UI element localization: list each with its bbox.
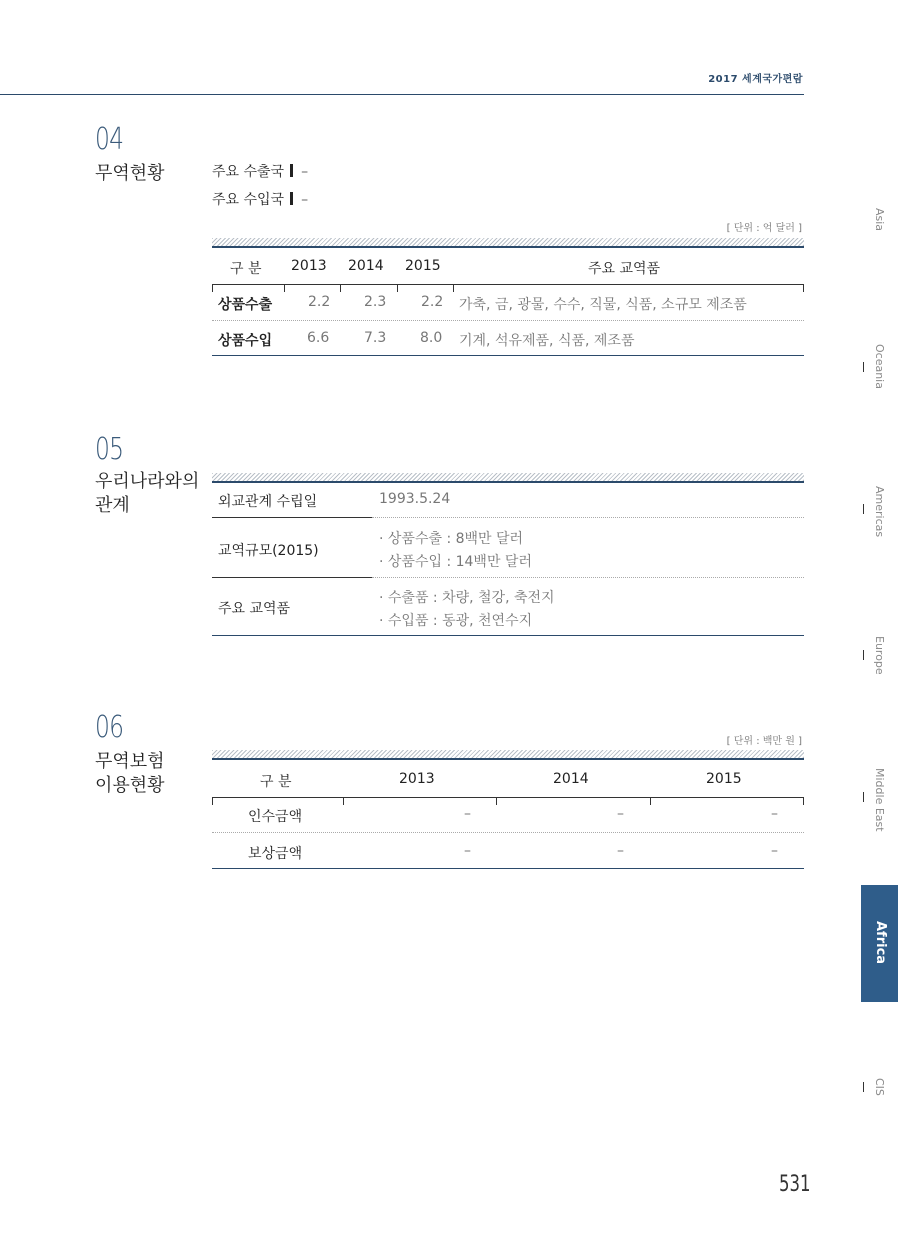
main-export-value: – xyxy=(301,164,309,180)
column-tick xyxy=(397,284,398,292)
row-divider xyxy=(372,577,804,578)
insurance-header-category: 구 분 xyxy=(260,774,292,790)
header-rule xyxy=(0,94,804,95)
column-tick xyxy=(284,284,285,292)
side-tab-africa-label: Africa xyxy=(873,921,888,965)
insurance-header-2014: 2014 xyxy=(553,771,589,787)
trade-row-export-2014: 2.3 xyxy=(364,294,387,310)
main-import-value: – xyxy=(301,192,309,208)
relations-row-trade-volume-label: 교역규모(2015) xyxy=(218,543,319,559)
main-import-label: 주요 수입국 xyxy=(212,192,285,208)
section-06-title-line1: 무역보험 xyxy=(95,751,165,772)
trade-row-import-label: 상품수입 xyxy=(218,333,273,349)
side-tab-oceania-label: Oceania xyxy=(873,344,886,389)
side-tab-oceania[interactable] xyxy=(861,340,898,400)
relations-row-trade-items-label: 주요 교역품 xyxy=(218,601,291,617)
relations-top-rule xyxy=(212,481,804,483)
relations-row-trade-items-line1: · 수출품 : 차량, 철강, 축전지 xyxy=(379,590,555,606)
main-export-label: 주요 수출국 xyxy=(212,164,285,180)
running-header-title: 2017 세계국가편람 xyxy=(708,74,803,85)
section-05-title-line1: 우리나라와의 xyxy=(95,471,200,492)
side-tab-middle-east-label: Middle East xyxy=(873,768,886,832)
trade-table-header-category: 구 분 xyxy=(230,261,262,277)
trade-table-header-2015: 2015 xyxy=(405,258,441,274)
label-divider xyxy=(212,577,372,578)
table-top-hatch xyxy=(212,238,804,246)
insurance-row-underwriting-label: 인수금액 xyxy=(248,809,303,825)
trade-row-import-2013: 6.6 xyxy=(307,330,330,346)
section-05-number: 05 xyxy=(95,432,124,467)
column-tick xyxy=(343,797,344,805)
trade-table-bottom-rule xyxy=(212,355,804,356)
relations-bottom-rule xyxy=(212,635,804,636)
side-tab-africa-active[interactable] xyxy=(861,885,898,1002)
insurance-header-2015: 2015 xyxy=(706,771,742,787)
insurance-header-rule xyxy=(212,797,804,798)
main-import-country-row xyxy=(212,189,308,209)
side-tab-cis-label: CIS xyxy=(873,1078,886,1096)
trade-table-header-items: 주요 교역품 xyxy=(588,261,661,277)
side-tab-europe[interactable] xyxy=(861,632,898,682)
tab-marker xyxy=(863,792,864,802)
insurance-row-claims-2013: – xyxy=(464,843,471,859)
side-tab-americas-label: Americas xyxy=(873,486,886,538)
trade-table-header-2013: 2013 xyxy=(291,258,327,274)
section-06-title-line2: 이용현황 xyxy=(95,775,165,796)
relations-row-trade-items-line2: · 수입품 : 동광, 천연수지 xyxy=(379,613,533,629)
section-04-number: 04 xyxy=(95,122,124,157)
section-04-title: 무역현황 xyxy=(95,163,165,184)
column-tick xyxy=(650,797,651,805)
trade-row-import-2015: 8.0 xyxy=(420,330,443,346)
trade-row-export-label: 상품수출 xyxy=(218,297,273,313)
trade-row-import-2014: 7.3 xyxy=(364,330,387,346)
label-divider xyxy=(212,517,372,518)
column-tick xyxy=(212,797,213,805)
trade-row-export-2015: 2.2 xyxy=(421,294,444,310)
column-tick xyxy=(496,797,497,805)
insurance-row-claims-label: 보상금액 xyxy=(248,846,303,862)
insurance-top-rule xyxy=(212,758,804,760)
insurance-row-underwriting-2014: – xyxy=(617,806,624,822)
column-tick xyxy=(340,284,341,292)
page-number: 531 xyxy=(779,1172,811,1197)
insurance-row-underwriting-2015: – xyxy=(771,806,778,822)
tab-marker xyxy=(863,362,864,372)
trade-row-export-2013: 2.2 xyxy=(308,294,331,310)
table-top-rule xyxy=(212,246,804,248)
side-tab-asia-label: Asia xyxy=(873,208,886,232)
relations-row-established-value: 1993.5.24 xyxy=(379,491,451,507)
row-divider xyxy=(212,832,804,833)
insurance-row-claims-2015: – xyxy=(771,843,778,859)
section-05-title-line2: 관계 xyxy=(95,495,130,516)
column-tick xyxy=(453,284,454,292)
trade-row-export-items: 가축, 금, 광물, 수수, 직물, 식품, 소규모 제조품 xyxy=(459,297,747,313)
trade-table-header-rule xyxy=(212,284,804,285)
tab-marker xyxy=(863,504,864,514)
insurance-header-2013: 2013 xyxy=(399,771,435,787)
relations-row-trade-volume-line2: · 상품수입 : 14백만 달러 xyxy=(379,554,532,570)
row-divider xyxy=(212,320,804,321)
column-tick xyxy=(212,284,213,292)
insurance-row-underwriting-2013: – xyxy=(464,806,471,822)
relations-row-established-label: 외교관계 수립일 xyxy=(218,494,318,510)
section-06-unit: [ 단위 : 백만 원 ] xyxy=(726,736,802,747)
tab-marker xyxy=(863,650,864,660)
relations-row-trade-volume-line1: · 상품수출 : 8백만 달러 xyxy=(379,531,524,547)
main-export-country-row xyxy=(212,161,308,181)
column-tick xyxy=(803,797,804,805)
side-tab-americas[interactable] xyxy=(861,482,898,542)
relations-top-hatch xyxy=(212,473,804,481)
trade-table-header-2014: 2014 xyxy=(348,258,384,274)
section-04-unit: [ 단위 : 억 달러 ] xyxy=(726,223,802,234)
side-tab-middle-east[interactable] xyxy=(861,766,898,836)
side-tab-europe-label: Europe xyxy=(873,636,886,675)
trade-row-import-items: 기계, 석유제품, 식품, 제조품 xyxy=(459,333,635,349)
side-tab-cis[interactable] xyxy=(861,1076,898,1106)
row-divider xyxy=(372,517,804,518)
separator-bar xyxy=(290,192,293,205)
insurance-bottom-rule xyxy=(212,868,804,869)
section-06-number: 06 xyxy=(95,710,124,745)
insurance-row-claims-2014: – xyxy=(617,843,624,859)
insurance-top-hatch xyxy=(212,750,804,758)
tab-marker xyxy=(863,1082,864,1092)
separator-bar xyxy=(290,164,293,177)
column-tick xyxy=(803,284,804,292)
side-tab-asia[interactable] xyxy=(861,200,898,260)
